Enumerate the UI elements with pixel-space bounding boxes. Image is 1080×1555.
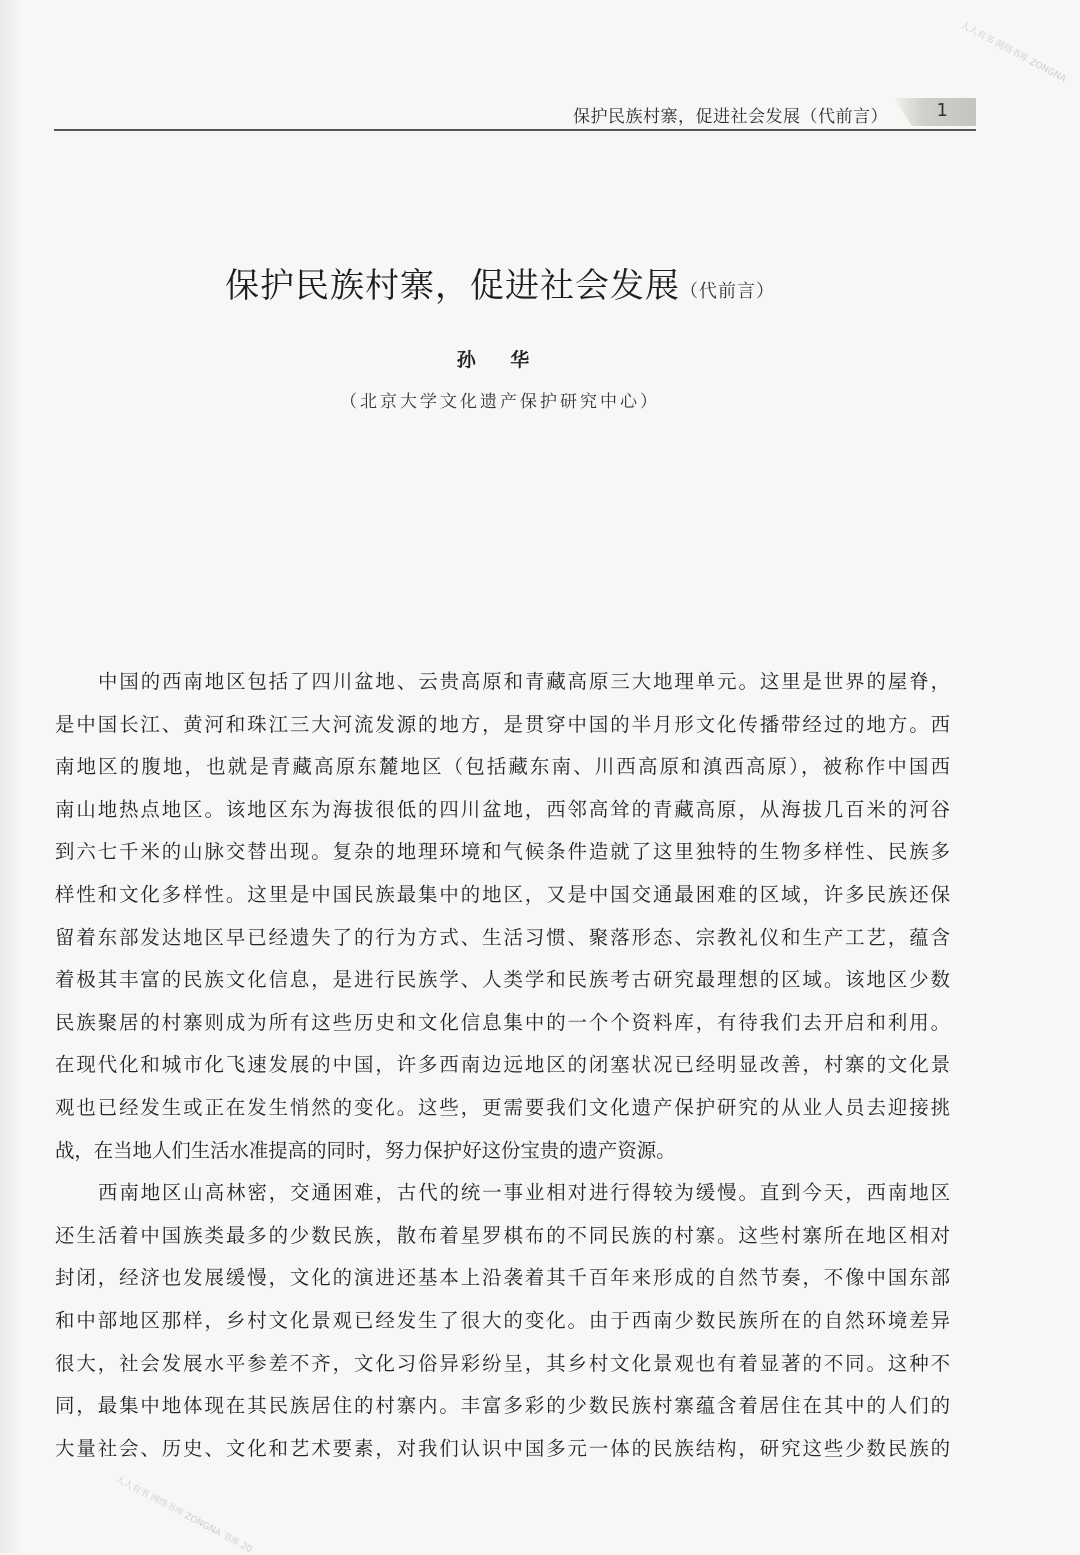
body-line: 在现代化和城市化飞速发展的中国，许多西南边远地区的闭塞状况已经明显改善，村寨的文化景 xyxy=(55,1053,950,1077)
page-binding-shadow xyxy=(0,0,22,1553)
body-line: 着极其丰富的民族文化信息，是进行民族学、人类学和民族考古研究最理想的区域。该地区少数 xyxy=(55,968,950,992)
body-line: 民族聚居的村寨则成为所有这些历史和文化信息集中的一个个资料库，有待我们去开启和利用。 xyxy=(55,1010,950,1034)
body-line: 观也已经发生或正在发生悄然的变化。这些，更需要我们文化遗产保护研究的从业人员去迎接挑 xyxy=(55,1095,950,1119)
watermark-top: 人人有书 网络书库 ZONGNA xyxy=(958,20,1068,85)
page-tab-shape xyxy=(894,98,976,126)
article-title-main: 保护民族村寨，促进社会发展 xyxy=(225,266,680,306)
body-line: 大量社会、历史、文化和艺术要素，对我们认识中国多元一体的民族结构，研究这些少数民族的 xyxy=(55,1436,950,1460)
body-line: 战，在当地人们生活水准提高的同时，努力保护好这份宝贵的遗产资源。 xyxy=(55,1138,676,1162)
body-line: 中国的西南地区包括了四川盆地、云贵高原和青藏高原三大地理单元。这里是世界的屋脊， xyxy=(98,670,950,693)
header-rule xyxy=(54,129,976,131)
body-line: 样性和文化多样性。这里是中国民族最集中的地区，又是中国交通最困难的区域，许多民族还保 xyxy=(55,882,950,906)
body-line: 同，最集中地体现在其民族居住的村寨内。丰富多彩的少数民族村寨蕴含着居住在其中的人们的 xyxy=(55,1394,950,1418)
page-number: 1 xyxy=(936,100,948,121)
page-number-tab xyxy=(894,98,976,126)
body-line: 很大，社会发展水平参差不齐，文化习俗异彩纷呈，其乡村文化景观也有着显著的不同。这种不 xyxy=(55,1351,950,1375)
body-line: 和中部地区那样，乡村文化景观已经发生了很大的变化。由于西南少数民族所在的自然环境差异 xyxy=(55,1308,950,1332)
body-text xyxy=(55,661,950,1470)
author-affiliation: （北京大学文化遗产保护研究中心） xyxy=(340,392,660,412)
body-line: 南地区的腹地，也就是青藏高原东麓地区（包括藏东南、川西高原和滇西高原），被称作中国西 xyxy=(55,755,950,779)
body-line: 还生活着中国族类最多的少数民族，散布着星罗棋布的不同民族的村寨。这些村寨所在地区相对 xyxy=(55,1223,950,1247)
watermark-bottom: 人人有书 网络书库 ZONGNA 书库 20 xyxy=(113,1474,254,1555)
running-header-title: 保护民族村寨，促进社会发展（代前言） xyxy=(573,107,888,127)
article-title xyxy=(0,258,1000,307)
article-title-sub: （代前言） xyxy=(680,281,775,302)
body-line: 封闭，经济也发展缓慢，文化的演进还基本上沿袭着其千百年来形成的自然节奏，不像中国东部 xyxy=(55,1266,950,1290)
running-header xyxy=(54,98,976,132)
body-line: 是中国长江、黄河和珠江三大河流发源的地方，是贯穿中国的半月形文化传播带经过的地方。西 xyxy=(55,712,950,736)
body-line: 南山地热点地区。该地区东为海拔很低的四川盆地，西邻高耸的青藏高原，从海拔几百米的河谷 xyxy=(55,797,950,821)
body-line: 西南地区山高林密，交通困难，古代的统一事业相对进行得较为缓慢。直到今天，西南地区 xyxy=(98,1181,950,1205)
body-line: 到六七千米的山脉交替出现。复杂的地理环境和气候条件造就了这里独特的生物多样性、民族多 xyxy=(55,840,950,864)
body-line: 留着东部发达地区早已经遗失了的行为方式、生活习惯、聚落形态、宗教礼仪和生产工艺，蕴含 xyxy=(55,925,950,949)
author-name: 孙 华 xyxy=(456,349,544,371)
